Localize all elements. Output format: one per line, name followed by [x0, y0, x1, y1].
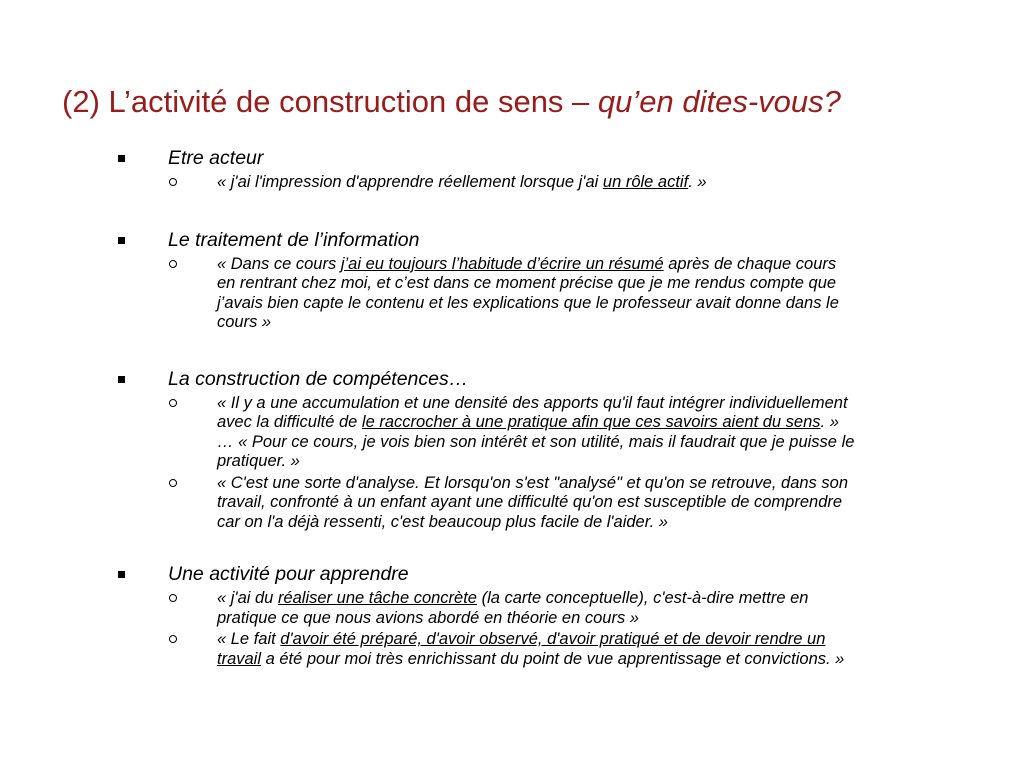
quote-text: « Il y a une accumulation et une densité des apports qu'il faut intégrer individuellement avec la difficulté de: [217, 393, 848, 431]
underlined-text: réaliser une tâche concrète: [277, 589, 477, 607]
quote-text: . »: [688, 173, 707, 191]
quote-text: après de chaque cours en rentrant chez moi, et c’est dans ce moment précise que je me rendus compte que j’avais bien capte le contenu et les explications que le professeur avait donne dans le cours »: [217, 254, 839, 331]
bullet-heading: La construction de compétences…: [168, 367, 469, 390]
quote-text: . » … « Pour ce cours, je vois bien son intérêt et son utilité, mais il faudrait que je puisse le pratiquer. »: [217, 413, 855, 470]
sub-bullet-quote: [116, 589, 857, 628]
slide-content: [116, 142, 996, 669]
circle-bullet-icon: [169, 178, 177, 186]
sub-bullet-quote: [116, 630, 857, 669]
underlined-text: d'avoir été préparé, d'avoir observé, d'avoir pratiqué et de devoir rendre un travail: [217, 630, 826, 668]
underlined-text: j’ai eu toujours l’habitude d’écrire un résumé: [340, 254, 664, 273]
quote-text: « j'ai du: [217, 589, 278, 607]
sub-bullet-quote: [116, 474, 857, 533]
underlined-text: un rôle actif: [602, 173, 689, 191]
slide-title: [62, 82, 1002, 122]
underlined-text: le raccrocher à une pratique afin que ces savoirs aient du sens: [361, 413, 821, 431]
bullet-heading: Etre acteur: [168, 147, 264, 169]
square-bullet-icon: [118, 571, 125, 578]
circle-bullet-icon: [169, 594, 177, 602]
bullet-activite-apprendre: [116, 562, 996, 586]
sub-bullet-quote: [116, 394, 857, 472]
title-italic-text: qu’en dites-vous?: [597, 84, 841, 119]
quote-text: a été pour moi très enrichissant du point de vue apprentissage et convictions. »: [261, 649, 845, 668]
bullet-traitement-information: [116, 228, 996, 252]
quote-text: « j'ai l'impression d'apprendre réellement lorsque j'ai: [217, 173, 603, 191]
quote-text: « Dans ce cours: [217, 254, 341, 273]
quote-text: « Le fait: [217, 630, 281, 648]
bullet-heading: Une activité pour apprendre: [168, 563, 409, 585]
quote-text: « C'est une sorte d'analyse. Et lorsqu'on s'est "analysé" et qu'on se retrouve, dans son travail, confronté à un enfant ayant une difficulté qu'on est susceptible de comprendre car on l'a déjà ressenti, c'est beaucoup plus facile de l'aider. »: [217, 473, 848, 531]
sub-bullet-quote: [116, 255, 857, 333]
quote-text: (la carte conceptuelle), c'est-à-dire mettre en pratique ce que nous avions abordé en théorie en cours »: [217, 589, 809, 627]
circle-bullet-icon: [169, 260, 177, 268]
square-bullet-icon: [118, 155, 125, 162]
circle-bullet-icon: [169, 635, 177, 643]
bullet-construction-competences: [116, 367, 996, 391]
bullet-heading: Le traitement de l’information: [168, 228, 420, 251]
sub-bullet-quote: [116, 173, 857, 193]
circle-bullet-icon: [169, 479, 177, 487]
square-bullet-icon: [118, 376, 125, 383]
bullet-etre-acteur: [116, 146, 996, 170]
square-bullet-icon: [118, 237, 125, 244]
circle-bullet-icon: [169, 399, 177, 407]
title-text: (2) L’activité de construction de sens –: [62, 84, 598, 119]
